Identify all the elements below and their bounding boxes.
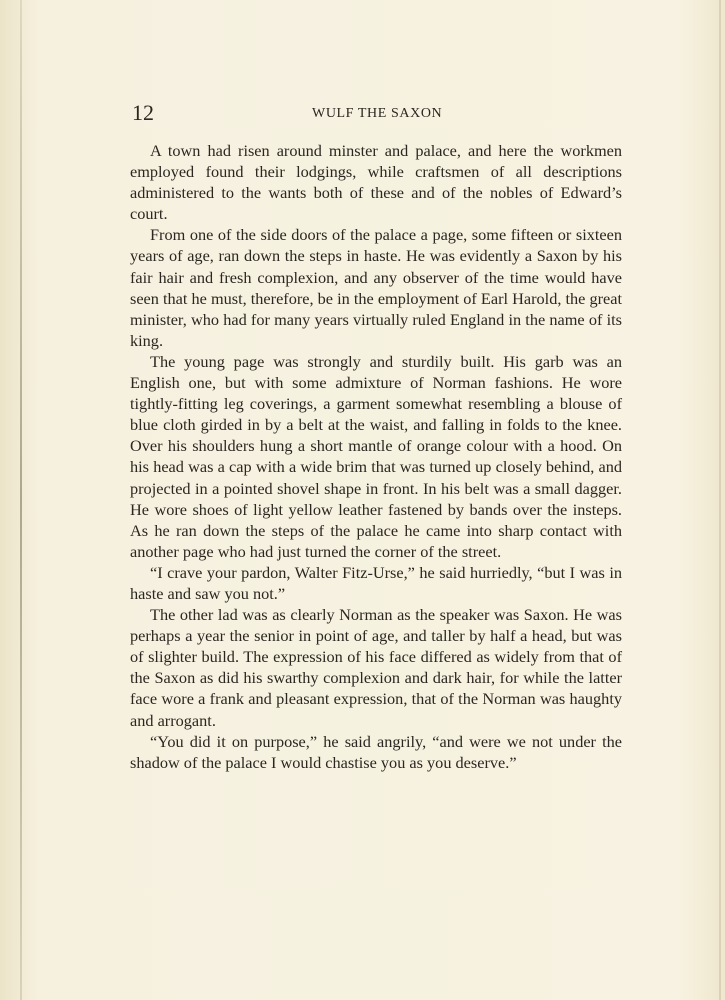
paragraph: A town had risen around minster and palace, and here the workmen employed found their lodgings, while craftsmen of all descriptions administered to the wants both of these and of the nobles of Edward’s court. xyxy=(130,141,622,224)
paragraph: “I crave your pardon, Walter Fitz-Urse,” he said hurriedly, “but I was in haste and saw you not.” xyxy=(130,562,622,603)
page-header xyxy=(132,100,622,126)
paragraph: From one of the side doors of the palace a page, some fifteen or sixteen years of age, ran down the steps in haste. He was evidently a Saxon by his fair hair and fresh complexion, and any observer of the time would have seen that he must, therefore, be in the employment of Earl Harold, the great minister, who had for many years virtually ruled England in the name of its king. xyxy=(130,225,622,350)
running-title: WULF THE SAXON xyxy=(312,106,443,121)
page-number: 12 xyxy=(132,100,154,125)
paragraph: The other lad was as clearly Norman as the speaker was Saxon. He was perhaps a year the senior in point of age, and taller by half a head, but was of slighter build. The expression of his face differed as widely from that of the Saxon as did his swarthy complexion and dark hair, for while the latter face wore a frank and pleasant expression, that of the Norman was haughty and arrogant. xyxy=(130,605,622,730)
paragraph: “You did it on purpose,” he said angrily, “and were we not under the shadow of the palace I would chastise you as you deserve.” xyxy=(130,731,622,772)
body-text xyxy=(130,140,622,773)
page-gutter-edge xyxy=(20,0,22,1000)
paragraph: The young page was strongly and sturdily built. His garb was an English one, but with some admixture of Norman fashions. He wore tightly-fitting leg coverings, a garment somewhat resembling a blouse of blue cloth girded in by a belt at the waist, and falling in folds to the knee. Over his shoulders hung a short mantle of orange colour with a hood. On his head was a cap with a wide brim that was turned up closely behind, and projected in a pointed shovel shape in front. In his belt was a small dagger. He wore shoes of light yellow leather fastened by bands over the insteps. As he ran down the steps of the palace he came into sharp contact with another page who had just turned the corner of the street. xyxy=(130,351,622,561)
page-outer-edge xyxy=(719,0,721,1000)
